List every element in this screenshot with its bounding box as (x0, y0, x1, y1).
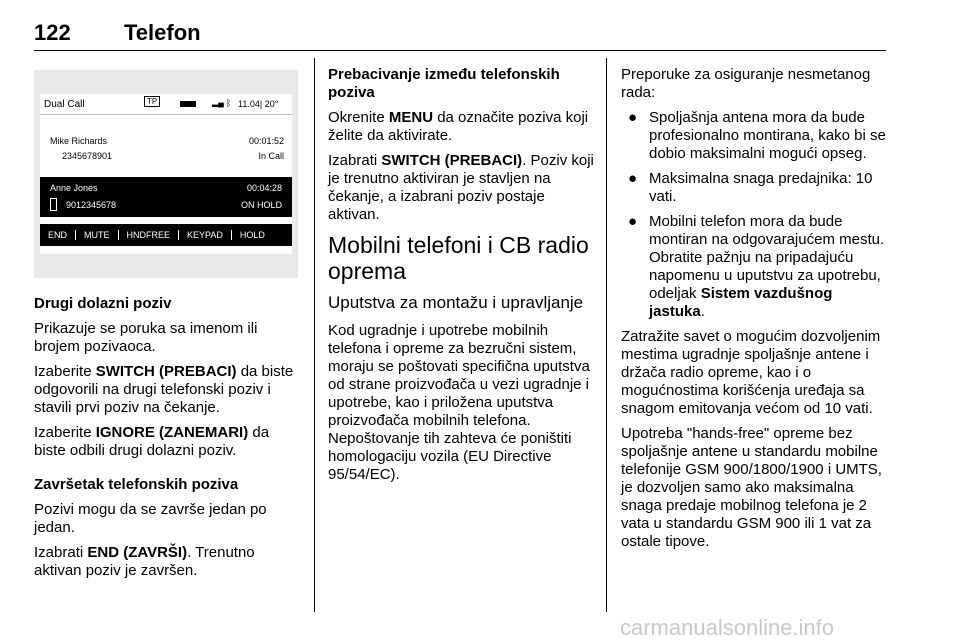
column-2 (328, 66, 594, 491)
column-3 (621, 66, 887, 558)
signal-icon: ▂▄ (212, 98, 224, 107)
column-divider-2 (606, 58, 607, 612)
tp-badge: TP (144, 96, 160, 107)
paragraph: Upotreba "hands-free" opreme bez spoljašnje antene u standardu mobilne telefonije GSM 900/1800/1900 i UMTS, je dozvoljen samo ako maksimalna snaga predaje mobilnog telefona je 2 vata u standardu GSM 900 ili 1 vat za ostale tipove. (621, 425, 882, 550)
bullet-icon: ● (628, 213, 638, 230)
caller-name: Anne Jones (50, 183, 98, 193)
phone-screen-illustration (34, 70, 298, 278)
page-title: Telefon (124, 20, 201, 45)
heading-switch-calls: Prebacivanje između telefonskih poziva (328, 66, 560, 101)
screen-status-bar (40, 94, 292, 115)
paragraph: Izabrati SWITCH (PREBACI). Poziv koji je trenutno aktiviran je stavljen na čekanje, a izabrani poziv postaje aktivan. (328, 152, 594, 223)
call-state: In Call (258, 151, 284, 161)
header-rule (34, 50, 886, 51)
call-duration: 00:04:28 (246, 183, 282, 193)
caller-number: 2345678901 (62, 151, 113, 161)
hold-button: HOLD (239, 230, 265, 240)
mute-button: MUTE (84, 230, 110, 240)
keypad-button: KEYPAD (187, 230, 223, 240)
column-divider-1 (314, 58, 315, 612)
bullet-icon: ● (628, 170, 638, 187)
infotainment-screen (40, 94, 292, 254)
heading-second-call: Drugi dolazni poziv (34, 295, 172, 312)
paragraph: Izabrati END (ZAVRŠI). Trenutno aktivan poziv je završen. (34, 544, 255, 579)
phone-icon (50, 198, 57, 211)
paragraph: Preporuke za osiguranje nesmetanog rada: (621, 66, 871, 101)
heading-end-calls: Završetak telefonskih poziva (34, 476, 239, 493)
list-item: ● Maksimalna snaga predajnika: 10 vati. (628, 170, 873, 205)
end-button: END (48, 230, 68, 240)
paragraph: Zatražite savet o mogućim dozvoljenim mestima ugradnje spoljašnje antene i držača radio opreme, kao i o mogućnostima korišćenja uređaja sa snagom emitovanja većom od 10 vati. (621, 328, 881, 417)
section-title: Mobilni telefoni i CB radio oprema (328, 232, 589, 284)
battery-icon (180, 101, 196, 107)
active-call-row (40, 118, 292, 172)
bullet-list (621, 109, 887, 321)
list-item: ● Spoljašnja antena mora da bude profesionalno montirana, kako bi se dobio maksimalni mogući opseg. (628, 109, 886, 162)
paragraph: Izaberite SWITCH (PREBACI) da biste odgovorili na drugi telefonski poziv i stavili prvi poziv na čekanje. (34, 363, 294, 416)
call-state: ON HOLD (240, 200, 282, 210)
paragraph: Pozivi mogu da se završe jedan po jedan. (34, 501, 267, 536)
column-1 (34, 295, 302, 587)
caller-number: 9012345678 (66, 200, 117, 210)
held-call-row (40, 177, 292, 217)
subsection-title: Uputstva za montažu i upravljanje (328, 293, 584, 312)
paragraph: Kod ugradnje i upotrebe mobilnih telefona i opreme za bezručni sistem, moraju se poštovati specifična uputstva od strane proizvođača u vezi ugradnje i upotrebe, kao i priložena uputstva proizvođača mobilnih telefona. Nepoštovanje tih zahteva će poništiti homologaciju vozila (EU Directive 95/54/EC). (328, 322, 590, 483)
caller-name: Mike Richards (50, 136, 108, 146)
page-header (34, 20, 886, 50)
paragraph: Prikazuje se poruka sa imenom ili brojem pozivaoca. (34, 320, 258, 355)
watermark: carmanualsonline.info (620, 615, 835, 640)
bluetooth-icon: ᛒ (226, 98, 232, 108)
handsfree-button: HNDFREE (126, 230, 171, 240)
paragraph: Okrenite MENU da označite poziva koji želite da aktivirate. (328, 109, 589, 144)
call-duration: 00:01:52 (248, 136, 284, 146)
paragraph: Izaberite IGNORE (ZANEMARI) da biste odbili drugi dolazni poziv. (34, 424, 270, 459)
page-number: 122 (34, 20, 71, 45)
screen-title: Dual Call (44, 99, 85, 110)
list-item: ● Mobilni telefon mora da bude montiran na odgovarajućem mestu. Obratite pažnju na pripadajuću napomenu u uputstvu za upotrebu, odeljak Sistem vazdušnog jastuka. (628, 213, 885, 320)
time-temperature: 11.04| 20° (238, 99, 279, 109)
bullet-icon: ● (628, 109, 638, 126)
call-button-bar (40, 224, 292, 246)
